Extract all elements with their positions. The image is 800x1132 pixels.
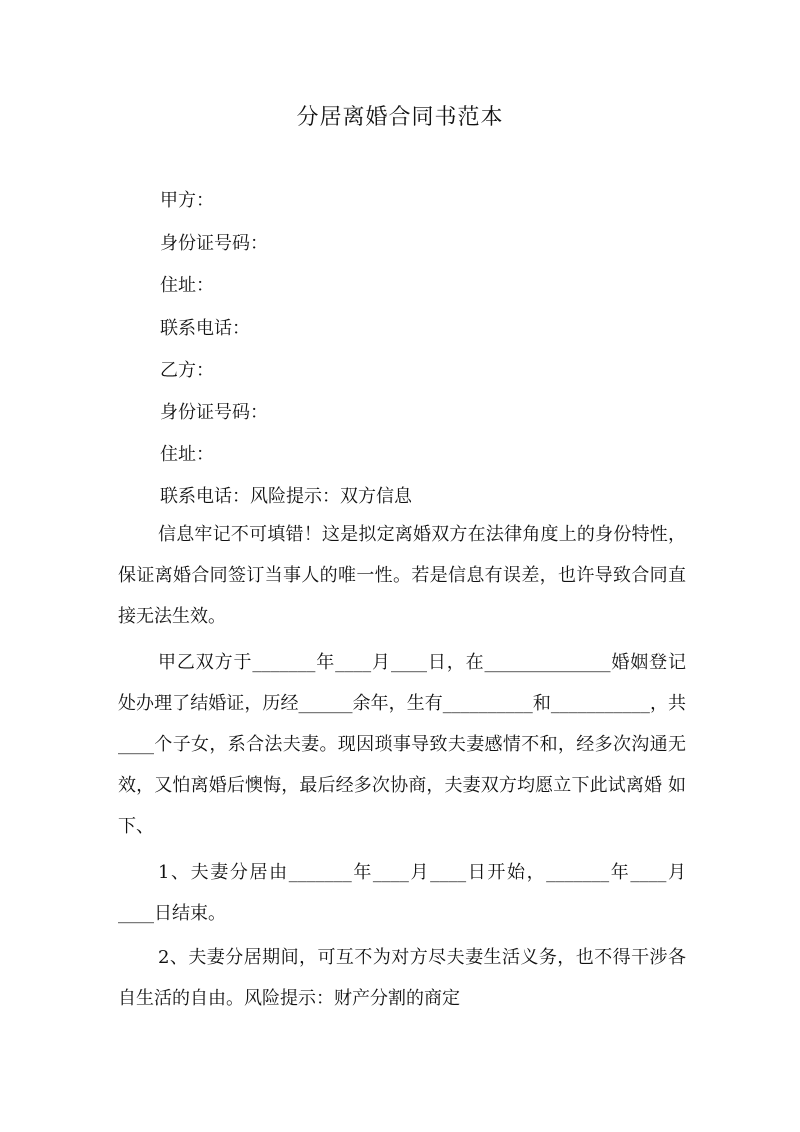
party-a-id-label: 身份证号码： <box>160 233 268 254</box>
marriage-paragraph: 甲乙双方于_______年____月____日，在______________婚姻登记处办理了结婚证，历经______余年，生有__________和___________，共____个子女，系合法夫妻。现因琐事导致夫妻感情不和，经多次沟通无效，又怕离婚后懊悔，最后经多次协商，夫妻双方均愿立下此试离婚 如下、 <box>118 652 686 837</box>
document-title: 分居离婚合同书范本 <box>296 105 504 130</box>
party-a-phone-label: 联系电话： <box>160 318 250 339</box>
clause-1-paragraph: 1、夫妻分居由_______年____月____日开始，_______年____月____日结束。 <box>118 862 686 924</box>
party-a-address-label: 住址： <box>160 275 214 296</box>
party-b-address-label: 住址： <box>160 444 214 465</box>
clause-2-paragraph: 2、夫妻分居期间，可互不为对方尽夫妻生活义务，也不得干涉各自生活的自由。风险提示：财产分割的商定 <box>118 947 686 1009</box>
party-a-name-label: 甲方： <box>160 190 214 211</box>
risk-note-paragraph: 信息牢记不可填错！这是拟定离婚双方在法律角度上的身份特性，保证离婚合同签订当事人的唯一性。若是信息有误差，也许导致合同直接无法生效。 <box>118 524 686 627</box>
party-b-id-label: 身份证号码： <box>160 402 268 423</box>
party-b-name-label: 乙方： <box>160 360 214 381</box>
party-b-phone-label: 联系电话：风险提示：双方信息 <box>160 486 412 507</box>
